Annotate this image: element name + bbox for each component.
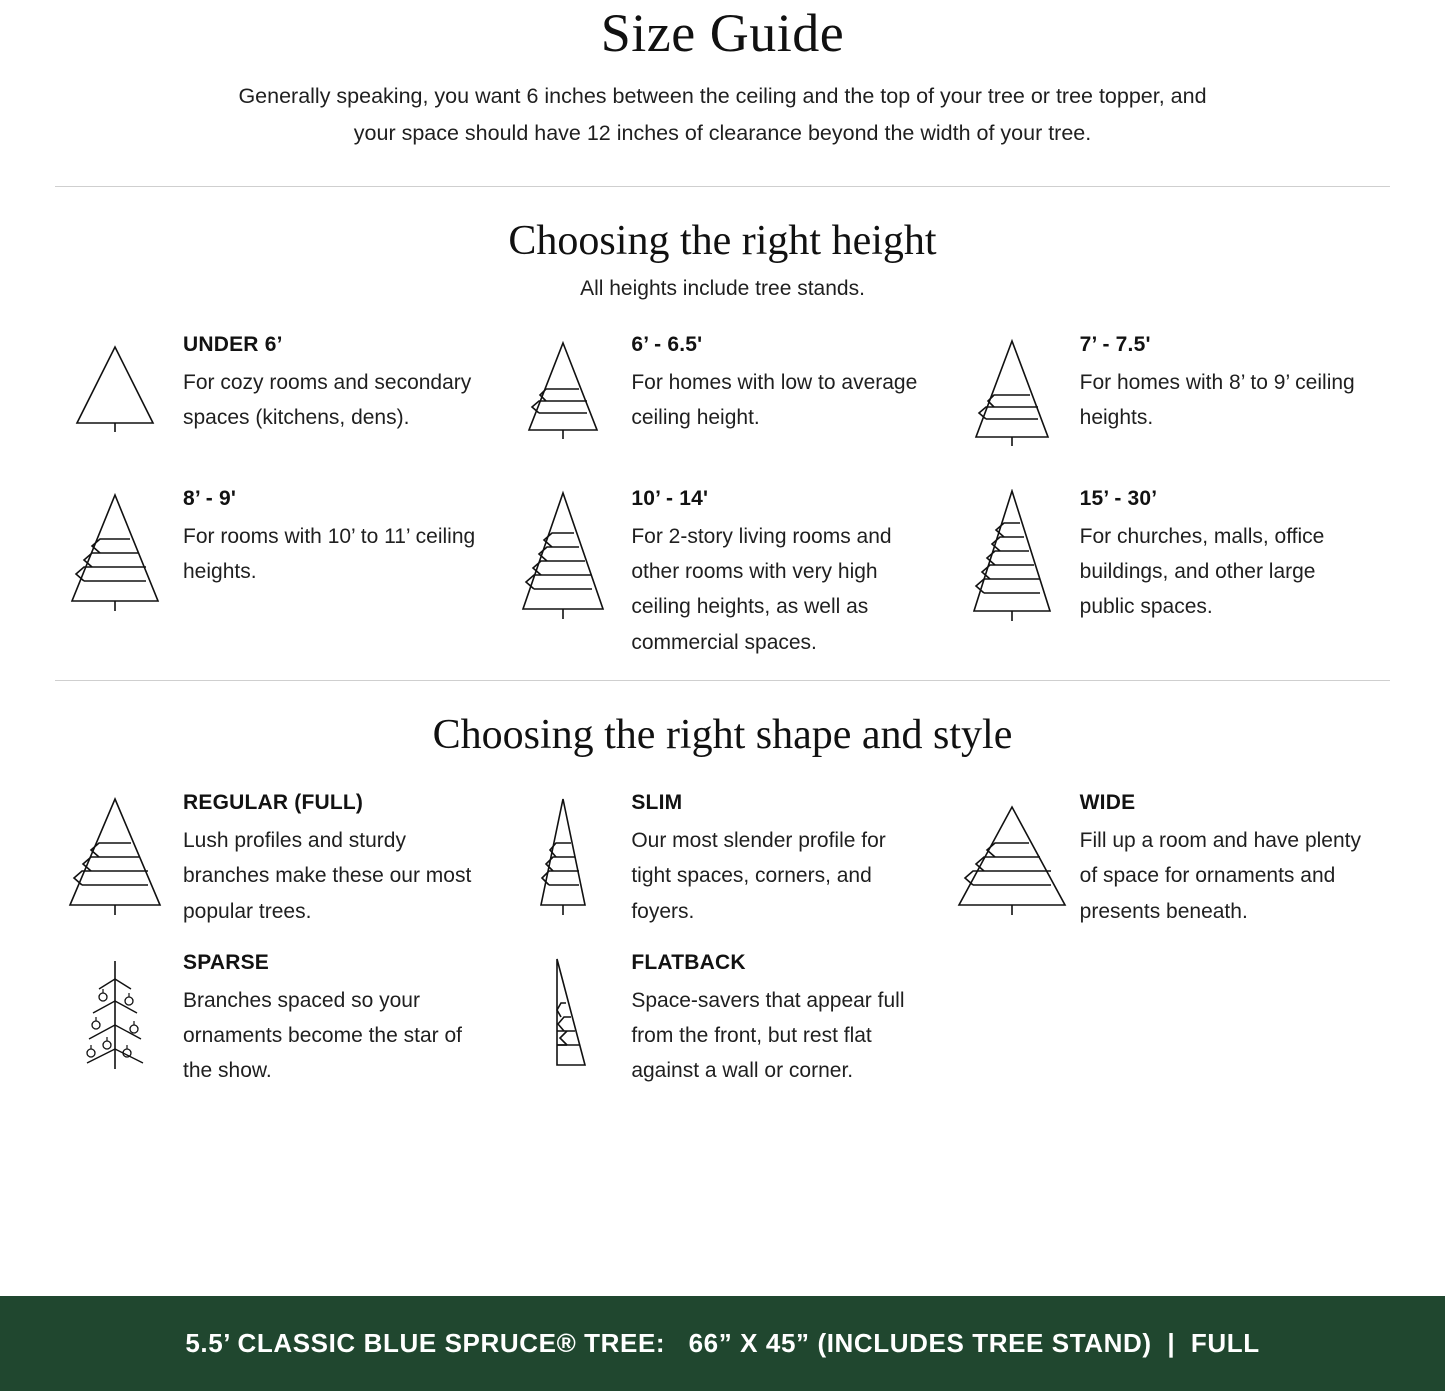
item-description: Fill up a room and have plenty of space for ornaments and presents beneath. xyxy=(1079,829,1361,923)
height-item-8-9 xyxy=(55,481,493,660)
item-description: For homes with 8’ to 9’ ceiling heights. xyxy=(1079,370,1355,430)
intro-text: Generally speaking, you want 6 inches between the ceiling and the top of your tree or tree topper, and your space should have 12 inches of clearance beyond the width of your tree. xyxy=(238,84,1207,145)
item-label: 15’ - 30’ xyxy=(1079,486,1158,510)
tree-flatback-icon xyxy=(503,951,623,1083)
tree-medium-icon xyxy=(503,333,623,445)
item-label: REGULAR (FULL) xyxy=(183,791,364,814)
item-label: UNDER 6’ xyxy=(183,332,283,356)
tree-wide-icon xyxy=(952,791,1072,923)
item-description: For 2-story living rooms and other rooms with very high ceiling heights, as well as commercial spaces. xyxy=(631,524,892,654)
style-section-heading: Choosing the right shape and style xyxy=(432,712,1013,758)
tree-medium-icon xyxy=(952,333,1072,453)
tree-tall-icon xyxy=(503,487,623,629)
style-item-text xyxy=(175,951,493,1089)
item-description: For rooms with 10’ to 11’ ceiling heights. xyxy=(183,524,476,584)
item-label: SLIM xyxy=(631,791,683,814)
style-item-text xyxy=(623,791,941,929)
item-label: 10’ - 14' xyxy=(631,486,709,510)
height-section-subheading: All heights include tree stands. xyxy=(580,276,865,300)
style-item-text xyxy=(175,791,493,929)
height-item-text xyxy=(623,333,941,436)
product-footer-bar xyxy=(0,1296,1445,1391)
divider-top xyxy=(55,186,1390,187)
height-grid-row-2 xyxy=(55,481,1390,660)
height-item-text xyxy=(175,333,493,436)
page-title: Size Guide xyxy=(600,3,845,63)
style-item-regular xyxy=(55,785,493,929)
style-grid-row-1 xyxy=(55,785,1390,929)
item-label: 7’ - 7.5' xyxy=(1079,332,1151,356)
item-label: SPARSE xyxy=(183,950,269,974)
tree-regular-icon xyxy=(55,791,175,923)
divider-middle xyxy=(55,680,1390,681)
height-section-heading: Choosing the right height xyxy=(508,217,937,264)
style-item-flatback xyxy=(503,945,941,1089)
style-grid-row-2 xyxy=(55,945,1390,1089)
footer-product-spec: 5.5’ CLASSIC BLUE SPRUCE® TREE: 66” X 45” (INCLUDES TREE STAND) | FULL xyxy=(185,1328,1260,1358)
height-item-6-65 xyxy=(503,327,941,453)
height-item-text xyxy=(623,487,941,660)
item-description: For churches, malls, office buildings, and other large public spaces. xyxy=(1079,524,1325,619)
tree-sparse-icon xyxy=(55,951,175,1083)
height-item-text xyxy=(175,487,493,590)
style-grid-empty-cell xyxy=(952,945,1390,1089)
height-item-7-75 xyxy=(952,327,1390,453)
height-item-text xyxy=(1072,487,1390,625)
item-label: WIDE xyxy=(1079,791,1136,814)
item-description: Space-savers that appear full from the front, but rest flat against a wall or corner. xyxy=(631,988,905,1083)
tree-small-icon xyxy=(55,333,175,435)
height-item-under-6 xyxy=(55,327,493,453)
style-item-text xyxy=(623,951,941,1089)
tree-slim-icon xyxy=(503,791,623,923)
height-grid-row-1 xyxy=(55,327,1390,453)
height-item-10-14 xyxy=(503,481,941,660)
style-item-wide xyxy=(952,785,1390,929)
tree-large-icon xyxy=(55,487,175,619)
item-description: Lush profiles and sturdy branches make these our most popular trees. xyxy=(183,829,472,923)
height-item-text xyxy=(1072,333,1390,436)
item-label: 6’ - 6.5' xyxy=(631,332,703,356)
item-label: 8’ - 9' xyxy=(183,486,237,510)
item-label: FLATBACK xyxy=(631,950,746,974)
item-description: For homes with low to average ceiling height. xyxy=(631,370,918,430)
item-description: For cozy rooms and secondary spaces (kitchens, dens). xyxy=(183,370,472,430)
height-item-15-30 xyxy=(952,481,1390,660)
style-item-slim xyxy=(503,785,941,929)
style-item-sparse xyxy=(55,945,493,1089)
item-description: Branches spaced so your ornaments become the star of the show. xyxy=(183,988,462,1083)
tree-tallest-icon xyxy=(952,487,1072,629)
item-description: Our most slender profile for tight spaces, corners, and foyers. xyxy=(631,829,886,923)
style-item-text xyxy=(1072,791,1390,929)
